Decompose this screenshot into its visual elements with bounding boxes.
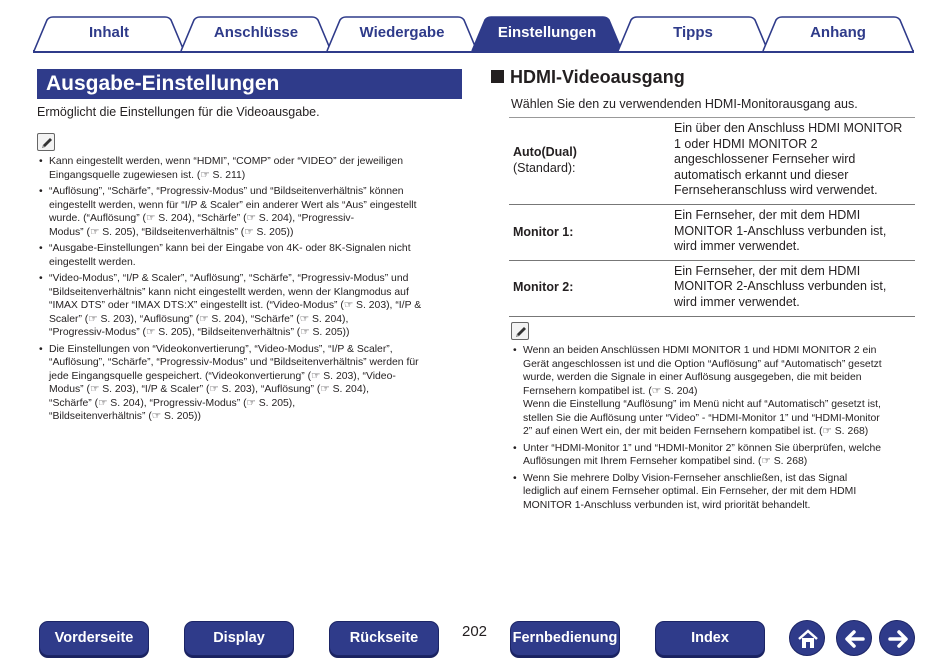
- nav-button-index[interactable]: Index: [655, 621, 765, 656]
- note-line: Wenn an beiden Anschlüssen HDMI MONITOR 1 und HDMI MONITOR 2 ein: [523, 345, 877, 356]
- note-line: wurde, werden die Signale in einer Auflösung ausgegeben, die mit beiden: [523, 372, 862, 383]
- note-line: Fernsehern kompatibel ist. (☞ S. 204): [523, 385, 698, 397]
- note-item: [511, 344, 921, 439]
- subsection-title: [491, 67, 685, 88]
- note-line: Auflösungen mit Ihrem Fernseher kompatibel sind. (☞ S. 268): [523, 456, 808, 467]
- section-title: Ausgabe-Einstellungen: [37, 69, 462, 99]
- arrow-right-icon[interactable]: [879, 620, 915, 656]
- note-line: “Bildseitenverhältnis” kann nicht eingestellt werden, wenn der Klangmodus auf: [49, 286, 409, 298]
- description-line: Ein Fernseher, der mit dem HDMI: [674, 207, 861, 222]
- option-term: [509, 204, 672, 260]
- tab-einstellungen[interactable]: [471, 16, 623, 52]
- note-line: “Progressiv-Modus” (☞ S. 205), “Bildseitenverhältnis” (☞ S. 205)): [49, 327, 350, 338]
- note-line: “Auflösung”, “Schärfe”, “Progressiv-Modus” und “Bildseitenverhältnis” können: [49, 186, 404, 197]
- note-line: Die Einstellungen von “Videokonvertierung”, “Video-Modus”, “I/P & Scaler”,: [49, 343, 393, 355]
- description-line: MONITOR 2-Anschluss verbunden ist,: [674, 279, 887, 294]
- note-line: Wenn die Einstellung “Auflösung” im Menü nicht auf “Automatisch” gesetzt ist,: [523, 399, 881, 410]
- note-line: Gerät angeschlossen ist und die Option “Auflösung” auf “Automatisch” gesetzt: [523, 358, 882, 370]
- nav-button-rückseite[interactable]: Rückseite: [329, 621, 439, 656]
- note-line: “IMAX DTS” oder “IMAX DTS:X” eingestellt ist. (“Video-Modus” (☞ S. 203), “I/P &: [49, 300, 422, 311]
- note-line: Unter “HDMI-Monitor 1” und “HDMI-Monitor 2” können Sie überprüfen, welche: [523, 442, 882, 454]
- tab-label: Anschlüsse: [213, 24, 299, 41]
- description-line: 1 oder HDMI MONITOR 2: [674, 136, 818, 151]
- note-line: MONITOR 1-Anschluss verbunden ist, wird priorität behandelt.: [523, 499, 811, 511]
- tab-inhalt[interactable]: [33, 16, 185, 52]
- note-line: lediglich auf einem Fernseher optimal. Ein Fernseher, der mit dem HDMI: [523, 486, 857, 497]
- note-item: [511, 472, 921, 513]
- note-line: Eingangsquelle zugewiesen ist. (☞ S. 211): [49, 169, 246, 181]
- arrow-left-icon[interactable]: [836, 620, 872, 656]
- description-line: wird immer verwendet.: [674, 239, 800, 254]
- note-line: eingestellt werden, wenn für “I/P & Scaler” ein anderer Wert als “Aus” eingestellt: [49, 199, 417, 211]
- note-line: “Auflösung”, “Schärfe”, “Progressiv-Modus” und “Bildseitenverhältnis” werden für: [49, 357, 419, 368]
- description-line: Ein über den Anschluss HDMI MONITOR: [674, 121, 903, 135]
- description-line: automatisch erkannt und dieser: [674, 167, 849, 182]
- nav-button-vorderseite[interactable]: Vorderseite: [39, 621, 149, 656]
- note-line: Modus” (☞ S. 205), “Bildseitenverhältnis” (☞ S. 205)): [49, 226, 294, 238]
- note-line: 2” auf einen Wert ein, der mit beiden Fernsehern kompatibel ist. (☞ S. 268): [523, 426, 869, 437]
- note-line: jede Eingangsquelle gespeichert. (“Videokonvertierung” (☞ S. 203), “Video-: [49, 370, 396, 382]
- note-line: Modus” (☞ S. 203), “I/P & Scaler” (☞ S. 203), “Auflösung” (☞ S. 204),: [49, 384, 369, 395]
- note-item: [37, 272, 467, 340]
- tab-label: Wiedergabe: [359, 24, 445, 41]
- tab-anschlüsse[interactable]: [180, 16, 332, 52]
- section-intro: Ermöglicht die Einstellungen für die Videoausgabe.: [37, 105, 320, 119]
- page-number: 202: [462, 623, 488, 640]
- tab-label: Inhalt: [89, 24, 129, 41]
- nav-button-fernbedienung[interactable]: Fernbedienung: [510, 621, 620, 656]
- note-line: “Ausgabe-Einstellungen” kann bei der Eingabe von 4K- oder 8K-Signalen nicht: [49, 243, 411, 254]
- note-line: Wenn Sie mehrere Dolby Vision-Fernseher anschließen, ist das Signal: [523, 472, 848, 484]
- subsection-title-text: HDMI-Videoausgang: [510, 67, 685, 87]
- pencil-icon: [511, 322, 529, 340]
- table-row: [509, 260, 915, 316]
- note-item: [37, 343, 467, 424]
- tab-wiedergabe[interactable]: [326, 16, 478, 52]
- description-line: Ein Fernseher, der mit dem HDMI: [674, 263, 861, 278]
- nav-button-display[interactable]: Display: [184, 621, 294, 656]
- pencil-icon: [37, 133, 55, 151]
- note-line: wurde. (“Auflösung” (☞ S. 204), “Schärfe” (☞ S. 204), “Progressiv-: [49, 213, 355, 224]
- note-line: “Bildseitenverhältnis” (☞ S. 205)): [49, 411, 201, 422]
- note-line: stellen Sie die Auflösung unter “Video” - “HDMI-Monitor 1” und “HDMI-Monitor: [523, 412, 880, 424]
- option-description: [672, 118, 915, 205]
- description-line: angeschlossener Fernseher wird: [674, 152, 856, 167]
- option-name: Auto(Dual): [513, 145, 577, 160]
- note-line: “Video-Modus”, “I/P & Scaler”, “Auflösung”, “Schärfe”, “Progressiv-Modus” und: [49, 273, 409, 284]
- option-description: [672, 260, 915, 316]
- description-line: Fernseheranschluss wird verwendet.: [674, 183, 878, 198]
- note-item: [37, 185, 467, 239]
- description-line: MONITOR 1-Anschluss verbunden ist,: [674, 223, 887, 238]
- note-item: [37, 155, 467, 182]
- tab-anhang[interactable]: [762, 16, 914, 52]
- option-default-label: (Standard):: [513, 160, 576, 175]
- option-term: [509, 260, 672, 316]
- table-row: [509, 204, 915, 260]
- tab-label: Anhang: [810, 24, 866, 41]
- right-notes-list: [511, 344, 921, 515]
- square-bullet-icon: [491, 70, 504, 83]
- tab-tipps[interactable]: [617, 16, 769, 52]
- home-icon[interactable]: [789, 620, 825, 656]
- table-row: [509, 118, 915, 205]
- note-item: [511, 442, 921, 469]
- option-term: [509, 118, 672, 205]
- options-table: [509, 117, 915, 317]
- note-line: “Schärfe” (☞ S. 204), “Progressiv-Modus” (☞ S. 205),: [49, 397, 296, 409]
- option-name: Monitor 1:: [513, 224, 574, 239]
- note-line: Kann eingestellt werden, wenn “HDMI”, “COMP” oder “VIDEO” der jeweiligen: [49, 156, 403, 167]
- description-line: wird immer verwendet.: [674, 294, 800, 309]
- subsection-intro: Wählen Sie den zu verwendenden HDMI-Monitorausgang aus.: [511, 97, 858, 111]
- left-notes-list: [37, 155, 467, 427]
- note-item: [37, 242, 467, 269]
- chapter-tab-bar: [0, 0, 950, 56]
- tab-label: Tipps: [673, 24, 713, 41]
- note-line: eingestellt werden.: [49, 256, 136, 268]
- tab-label: Einstellungen: [497, 24, 597, 41]
- option-description: [672, 204, 915, 260]
- note-line: Scaler” (☞ S. 203), “Auflösung” (☞ S. 204), “Schärfe” (☞ S. 204),: [49, 313, 349, 325]
- option-name: Monitor 2:: [513, 280, 574, 295]
